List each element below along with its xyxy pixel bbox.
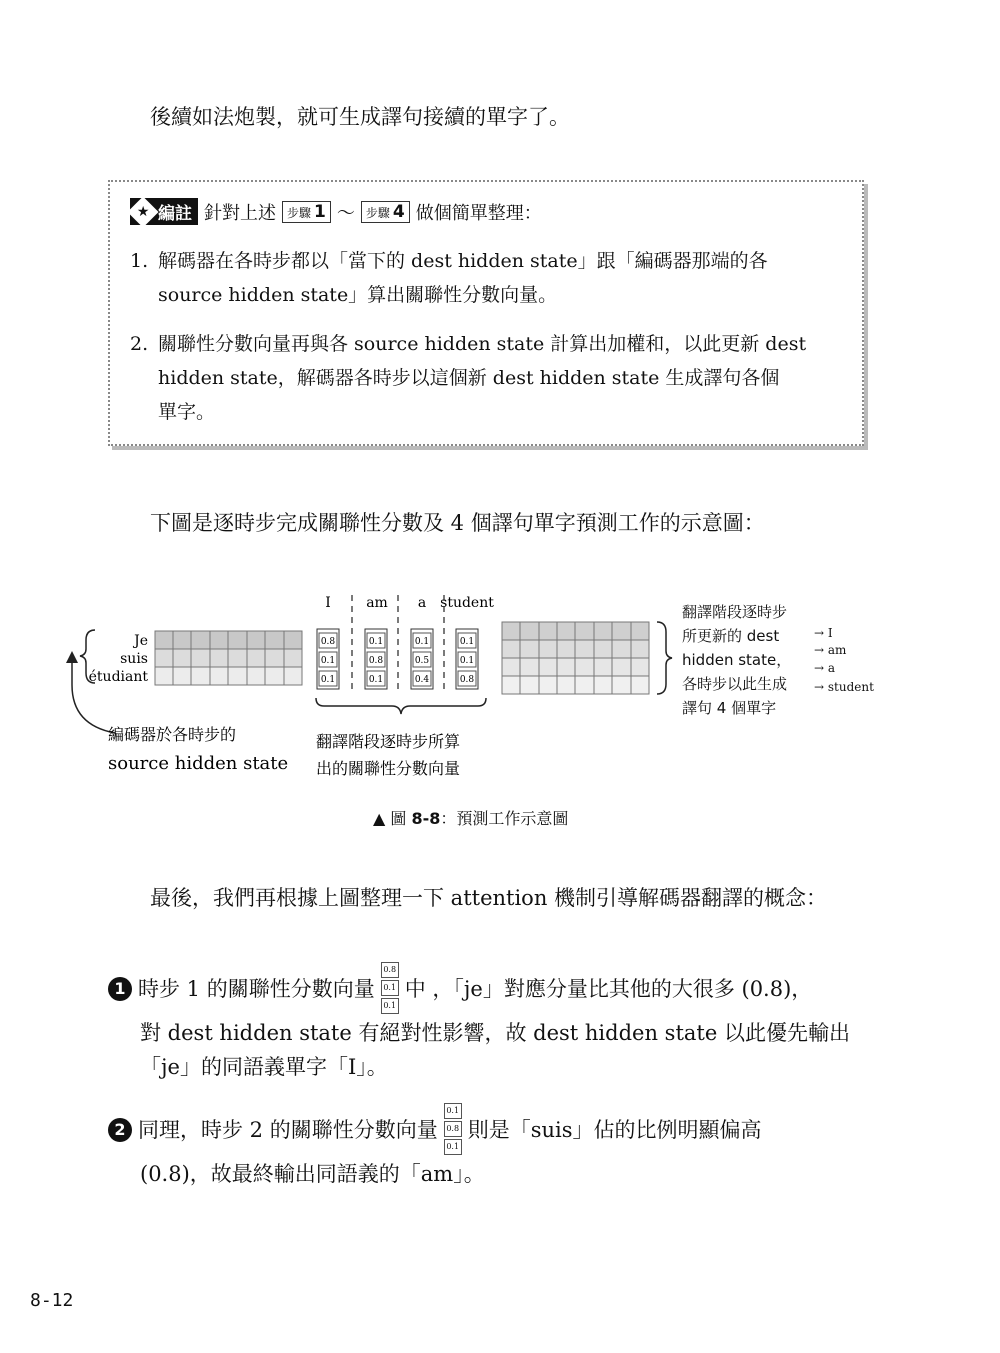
attention-figure [0,585,1000,800]
dest-note [682,603,791,717]
score-value: 0.1 [459,656,475,666]
diagram-intro: 下圖是逐時步完成關聯性分數及 4 個譯句單字預測工作的示意圖： [150,511,765,535]
scores-note: 出的關聯性分數向量 [316,759,461,778]
point-badge: 2 [108,1118,132,1142]
note-header [130,198,542,225]
intro-paragraph: 後續如法炮製，就可生成譯句接續的單字了。 [150,105,570,129]
note-tilde: ～ [336,202,355,224]
scores-brace [316,698,486,714]
score-vector [456,629,478,689]
score-value: 0.1 [368,637,384,647]
summary-intro: 最後，我們再根據上圖整理一下 attention 機制引導解碼器翻譯的概念： [150,886,828,910]
score-value: 0.8 [320,637,336,647]
score-vector [317,629,339,689]
page-number: 8-12 [30,1290,74,1311]
mini-vector: 0.8 0.1 0.1 [381,962,399,1016]
step-tag-to: 步驟 4 [361,201,410,223]
svg-text:→ am: → am [814,643,847,657]
score-value: 0.4 [414,675,430,685]
scores-note: 翻譯階段逐時步所算 [316,732,461,751]
svg-text:各時步以此生成: 各時步以此生成 [682,675,788,693]
target-word: a [417,595,427,611]
score-value: 0.8 [368,656,384,666]
star-icon: ★ [127,196,158,227]
score-value: 0.5 [414,656,430,666]
svg-text:譯句 4 個單字: 譯句 4 個單字 [682,699,777,717]
svg-text:→ I: → I [814,626,833,640]
source-word: Je [134,633,148,649]
score-value: 0.1 [368,675,384,685]
target-word: student [440,595,494,611]
note-label-text: 編註 [158,204,192,224]
score-value: 0.1 [320,656,336,666]
note-label [130,198,198,225]
svg-text:翻譯階段逐時步: 翻譯階段逐時步 [682,603,788,621]
score-vectors [317,629,478,689]
encoder-note: 編碼器於各時步的 [108,725,237,744]
output-words [814,626,874,694]
score-vector [365,629,387,689]
mini-vector: 0.1 0.8 0.1 [444,1103,462,1157]
svg-text:hidden state，: hidden state， [682,651,792,669]
encoder-grid [155,631,302,685]
note-item: 2. 關聯性分數向量再與各 source hidden state 計算出加權和，以此更新 dest hidden state，解碼器各時步以這個新 dest hidden state 生成譯句各個 單字。 [130,333,807,423]
svg-text:→ a: → a [814,661,836,675]
score-value: 0.1 [414,637,430,647]
note-item: 1. 解碼器在各時步都以「當下的 dest hidden state」跟「編碼器那端的各 source hidden state」算出關聯性分數向量。 [130,250,768,306]
note-lead: 針對上述 [204,202,276,224]
note-trail: 做個簡單整理： [415,202,542,224]
point-badge: 1 [108,977,132,1001]
target-word: am [366,595,388,611]
score-value: 0.8 [459,675,475,685]
score-value: 0.1 [459,637,475,647]
dest-grid [502,622,649,694]
source-word: suis [120,651,148,667]
encoder-note: source hidden state [108,753,289,774]
source-word: étudiant [88,669,148,685]
score-value: 0.1 [320,675,336,685]
dest-brace [657,622,672,694]
figure-caption: ▲ 圖 8-8：預測工作示意圖 [373,809,569,828]
point-2: 2 同理，時步 2 的關聯性分數向量 0.1 0.8 0.1 則是「suis」佔的比例明顯偏高 (0.8)，故最終輸出同語義的「am」。 [108,1103,868,1191]
svg-text:所更新的 dest: 所更新的 dest [682,627,780,645]
step-tag-from: 步驟 1 [282,201,331,223]
score-vector [411,629,433,689]
svg-text:→ student: → student [814,680,874,694]
target-word: I [325,595,331,611]
point-1: 1 時步 1 的關聯性分數向量 0.8 0.1 0.1 中 ，「je」對應分量比其他的大很多 (0.8)， 對 dest hidden state 有絕對性影響，故 dest hidden state 以此優先輸出 「je」的同語義單字「I」。 [108,962,868,1084]
